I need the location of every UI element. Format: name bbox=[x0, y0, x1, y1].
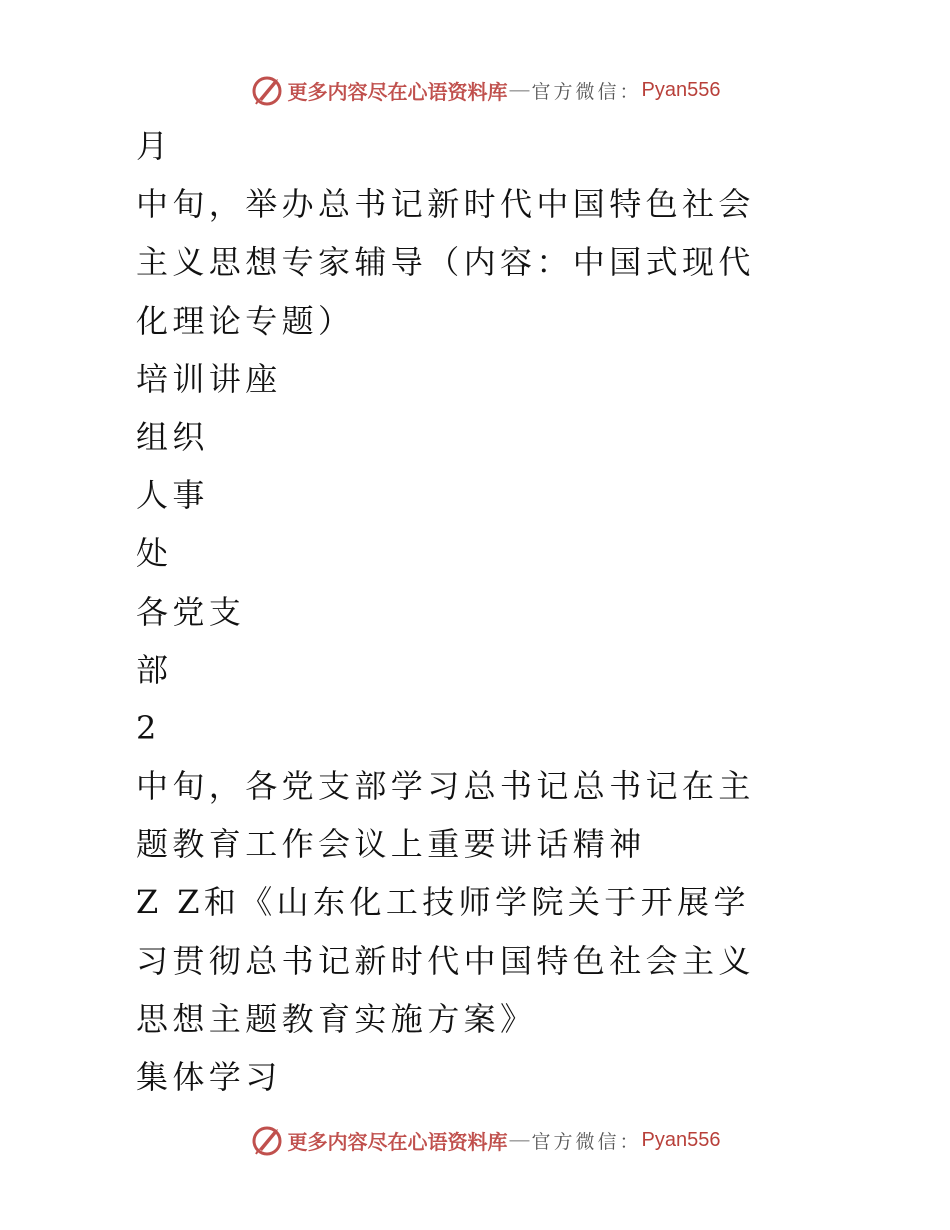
body-line: 月 bbox=[136, 127, 173, 165]
footer-separator: — bbox=[509, 1128, 530, 1151]
body-line: 部 bbox=[136, 650, 173, 689]
body-line: 题教育工作会议上重要讲话精神 bbox=[136, 825, 646, 864]
body-line: 思想主题教育实施方案》 bbox=[136, 999, 537, 1038]
body-line: 中旬，举办总书记新时代中国特色社会 bbox=[136, 185, 755, 224]
body-line: 各党支 bbox=[136, 592, 246, 631]
header-banner-content bbox=[250, 73, 721, 107]
footer-banner-content bbox=[250, 1123, 721, 1157]
body-line: 集体学习 bbox=[136, 1058, 282, 1096]
body-line: 处 bbox=[136, 534, 173, 573]
body-line: 组织 bbox=[136, 417, 209, 456]
body-line: 主义思想专家辅导（内容：中国式现代 bbox=[136, 243, 755, 282]
body-line: 2 bbox=[136, 708, 161, 747]
header-wechat-label: 官方微信： bbox=[531, 80, 642, 103]
body-line: 人事 bbox=[136, 476, 209, 515]
quill-pen-logo-icon bbox=[250, 1123, 284, 1157]
body-line: Z Z和《山东化工技师学院关于开展学 bbox=[136, 883, 750, 922]
quill-pen-logo-icon bbox=[250, 73, 284, 107]
document-body bbox=[136, 117, 755, 1106]
header-wechat-id: Pyan556 bbox=[641, 78, 721, 101]
header-separator: — bbox=[509, 78, 530, 101]
footer-wechat-label: 官方微信： bbox=[531, 1130, 642, 1153]
body-line: 中旬，各党支部学习总书记总书记在主 bbox=[136, 767, 755, 806]
footer-wechat-id: Pyan556 bbox=[641, 1128, 721, 1151]
body-line: 化理论专题） bbox=[136, 301, 355, 340]
body-line: 培训讲座 bbox=[136, 359, 282, 398]
footer-site-text: 更多内容尽在心语资料库 bbox=[287, 1129, 508, 1154]
footer-banner bbox=[0, 1120, 950, 1160]
header-banner bbox=[0, 70, 950, 110]
body-line: 习贯彻总书记新时代中国特色社会主义 bbox=[136, 941, 755, 980]
header-site-text: 更多内容尽在心语资料库 bbox=[287, 79, 508, 104]
